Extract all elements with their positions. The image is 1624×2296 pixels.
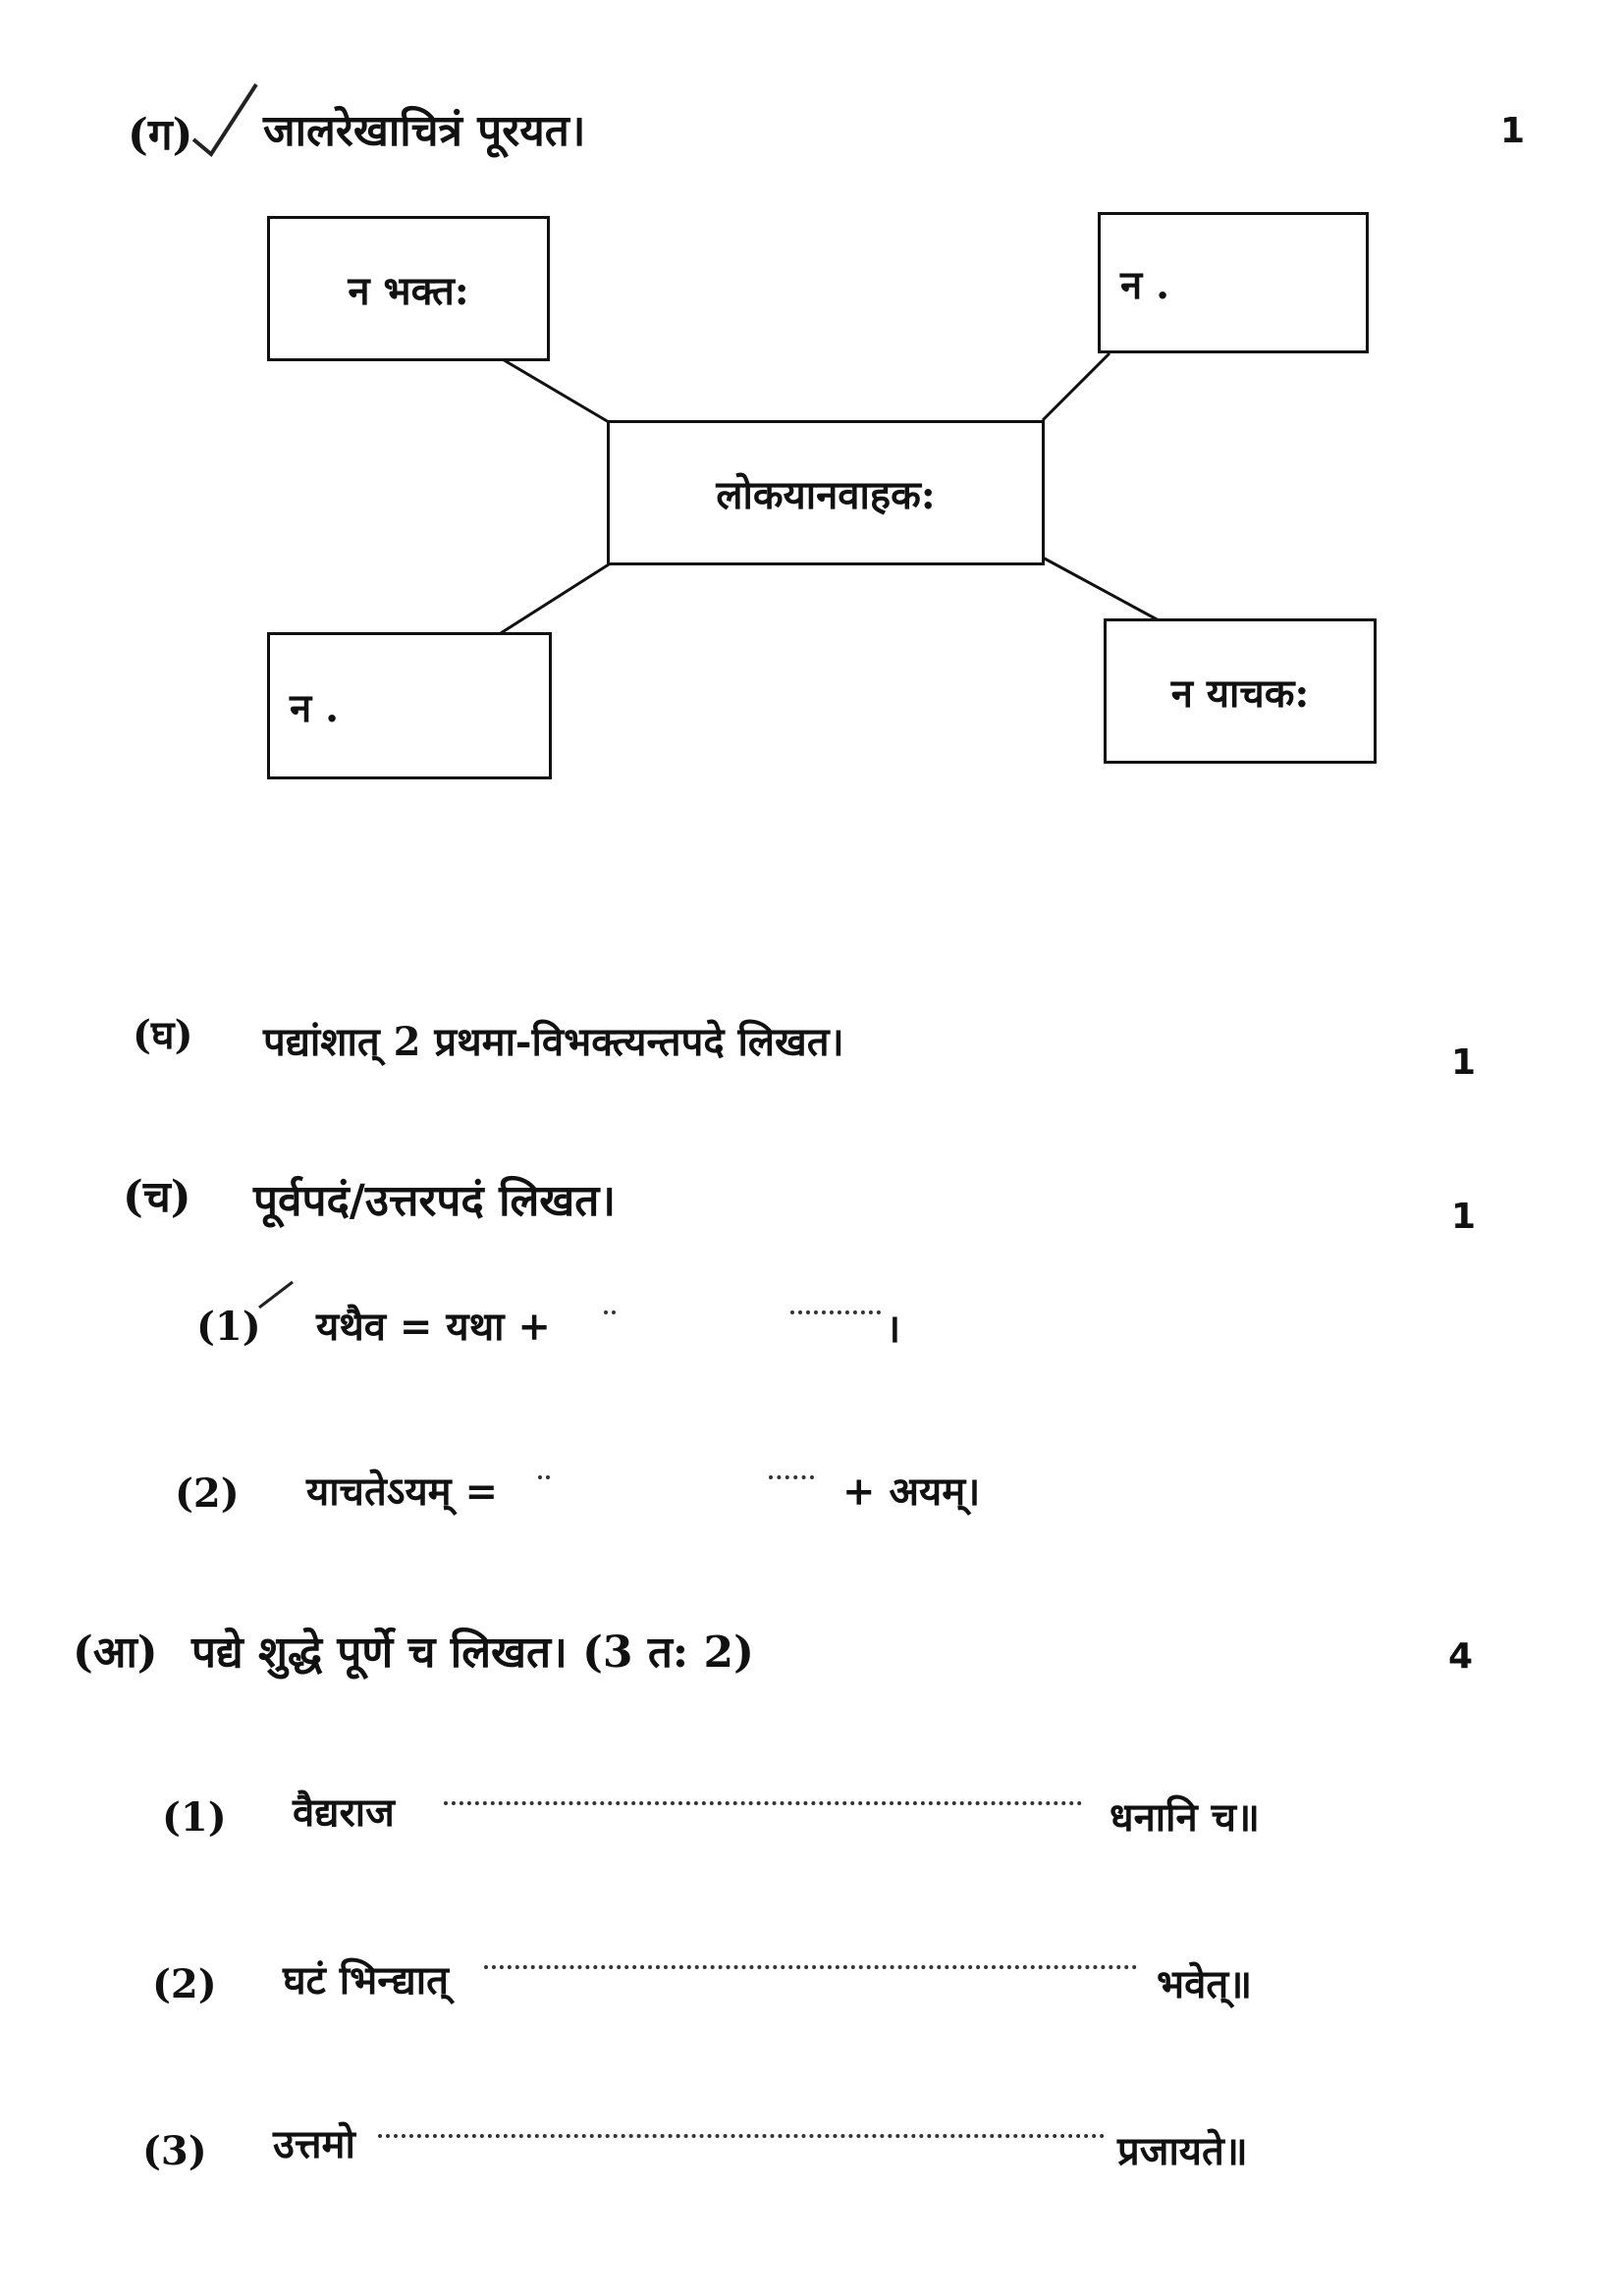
verse-number: (1) [162, 1794, 227, 1841]
web-box-top-left[interactable] [267, 216, 550, 361]
verse-end: प्रजायते॥ [1117, 2128, 1248, 2174]
web-box-bottom-left[interactable] [267, 632, 552, 779]
marks-ga: 1 [1500, 111, 1526, 151]
web-box-bottom-right[interactable] [1104, 618, 1377, 764]
marks-cha: 1 [1451, 1197, 1477, 1237]
answer-blank-start[interactable] [604, 1310, 616, 1314]
web-box-top-right[interactable] [1098, 212, 1369, 353]
question-instruction-cha: पूर्वपदं/उत्तरपदं लिखत। [253, 1176, 617, 1226]
web-box-bottom-right-text: न याचक: [1170, 669, 1310, 717]
verse-answer-blank[interactable] [484, 1965, 1137, 1969]
sandhi-question-end: । [886, 1306, 901, 1352]
verse-answer-blank[interactable] [444, 1801, 1082, 1805]
verse-start: उत्तमो [273, 2121, 355, 2167]
question-label-gha: (घ) [133, 1012, 193, 1058]
item-number: (1) [196, 1304, 261, 1350]
check-mark-icon [257, 1278, 297, 1317]
marks-gha: 1 [1451, 1042, 1477, 1083]
verse-start: घटं भिन्द्यात् [283, 1957, 449, 2003]
web-box-bottom-left-text: न . [290, 684, 340, 731]
sandhi-question-text: यथैव = यथा + [316, 1304, 551, 1350]
web-box-top-right-text: न . [1120, 261, 1170, 308]
web-box-center-text: लोकयानवाहक: [716, 471, 936, 518]
question-instruction-aa: पद्ये शुद्धे पूर्णे च लिखत। (3 त: 2) [191, 1628, 754, 1678]
sandhi-question-end: + अयम्। [842, 1468, 981, 1515]
verse-answer-blank[interactable] [378, 2134, 1105, 2138]
verse-number: (3) [142, 2128, 207, 2174]
marks-aa: 4 [1448, 1636, 1474, 1677]
verse-number: (2) [152, 1961, 217, 2007]
web-box-top-left-text: न भक्त: [348, 267, 469, 314]
answer-blank[interactable] [790, 1310, 881, 1314]
question-label-aa: (आ) [73, 1628, 158, 1678]
question-label-cha: (च) [123, 1172, 191, 1222]
question-label-ga: (ग) [128, 110, 193, 160]
answer-blank-start[interactable] [538, 1475, 550, 1479]
verse-start: वैद्यराज [293, 1789, 395, 1836]
item-number: (2) [175, 1470, 240, 1517]
question-instruction-gha: पद्यांशात् 2 प्रथमा-विभक्त्यन्तपदे लिखत। [263, 1019, 844, 1065]
sandhi-question-text: याचतेऽयम् = [306, 1468, 499, 1515]
verse-end: धनानि च॥ [1110, 1794, 1261, 1841]
answer-blank[interactable] [769, 1475, 814, 1479]
web-box-center [607, 420, 1045, 565]
question-instruction-ga: जालरेखाचित्रं पूरयत। [263, 106, 586, 156]
verse-end: भवेत्॥ [1157, 1961, 1253, 2007]
